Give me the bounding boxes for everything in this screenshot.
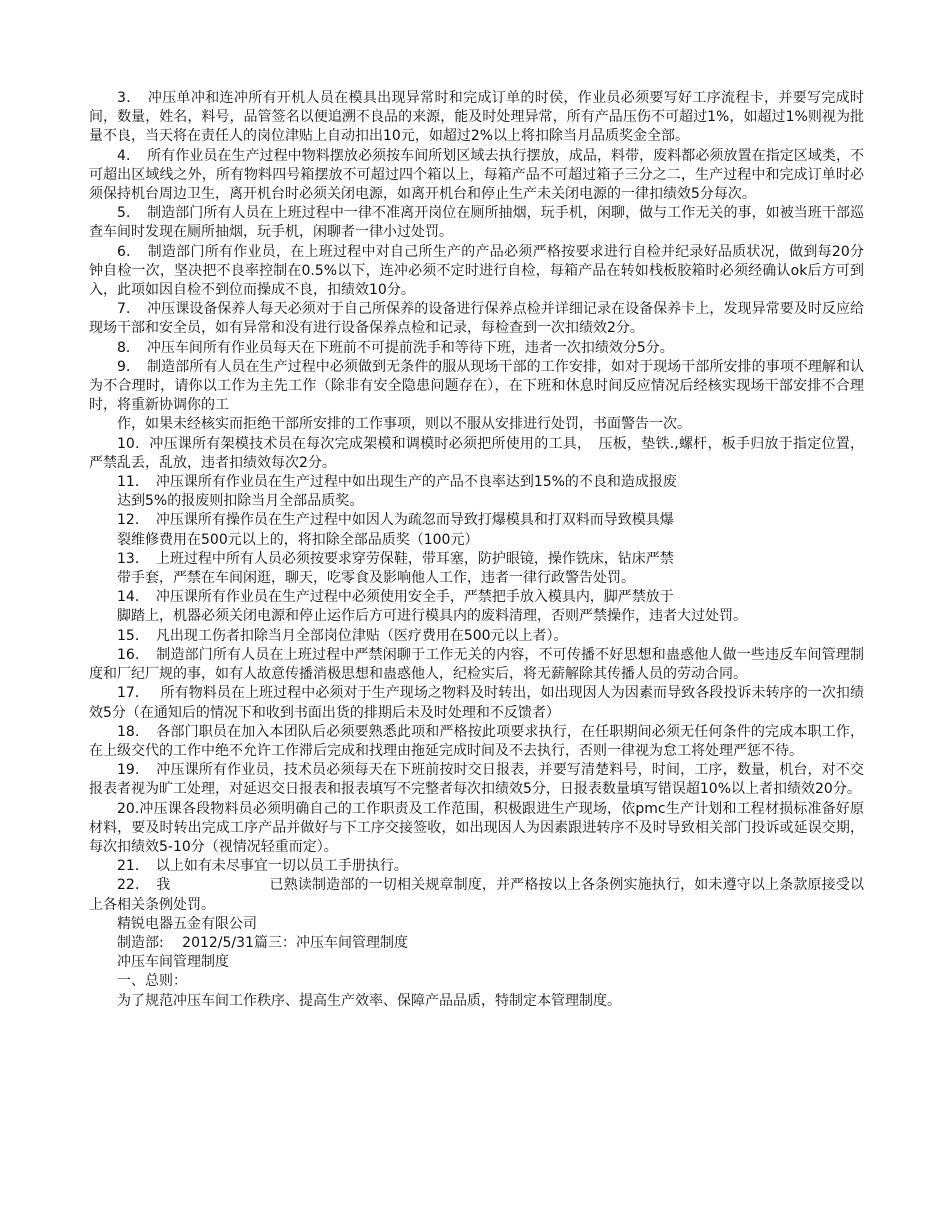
paragraph-p17: 17． 所有物料员在上班过程中必须对于生产现场之物料及时转出，如出现因人为因素而导致各段投诉未转序的一次扣绩效5分（在通知后的情况下和收到书面出货的排期后未及时处理和不反馈者） <box>89 685 864 721</box>
paragraph-p19: 19． 冲压课所有作业员，技术员必须每天在下班前按时交日报表，并要写清楚料号，时间，工序，数量，机台，对不交报表者视为旷工处理，对延迟交日报表和报表填写不完整者每次扣绩效5分，日报表数量填写错误超10%以上者扣绩效20分。 <box>89 762 864 798</box>
paragraph-p18: 18． 各部门职员在加入本团队后必须要熟悉此项和严格按此项要求执行，在任职期间必须无任何条件的完成本职工作，在上级交代的工作中绝不允许工作滞后完成和找理由拖延完成时间及不去执行，否则一律视为怠工将处理严惩不待。 <box>89 723 864 759</box>
paragraph-p14: 14． 冲压课所有作业员在生产过程中必须使用安全手，严禁把手放入模具内，脚严禁放于 <box>117 589 674 606</box>
paragraph-p5: 5． 制造部门所有人员在上班过程中一律不准离开岗位在厕所抽烟，玩手机，闲聊，做与工作无关的事，如被当班干部巡查车间时发现在厕所抽烟，玩手机，闲聊者一律小过处罚。 <box>89 205 864 241</box>
paragraph-p22: 22． 我 已熟读制造部的一切相关规章制度，并严格按以上各条例实施执行，如未遵守以上条款原接受以上各相关条例处罚。 <box>89 877 864 913</box>
paragraph-dept: 制造部: 2012/5/31篇三：冲压车间管理制度 <box>117 934 408 951</box>
paragraph-p9: 9． 制造部所有人员在生产过程中必须做到无条件的服从现场干部的工作安排，如对于现场干部所安排的事项不理解和认为不合理时，请你以工作为主先工作（除非有安全隐患问题存在），在下班和休息时间反应情况后经核实现场干部安排不合理时，将重新协调你的工 <box>89 358 864 414</box>
paragraph-p15: 15． 凡出现工伤者扣除当月全部岗位津贴（医疗费用在500元以上者）。 <box>117 627 568 644</box>
paragraph-p7: 7． 冲压课设备保养人每天必须对于自己所保养的设备进行保养点检并详细记录在设备保养卡上，发现异常要及时反应给现场干部和安全员，如有异常和没有进行设备保养点检和记录，每检查到一次扣绩效2分。 <box>89 301 864 337</box>
paragraph-p16: 16． 制造部门所有人员在上班过程中严禁闲聊于工作无关的内容，不可传播不好思想和蛊惑他人做一些违反车间管理制度和厂纪厂规的事，如有人故意传播消极思想和蛊惑他人，纪检实后，将无薪解除其传播人员的劳动合同。 <box>89 646 864 683</box>
paragraph-p14b: 脚踏上，机器必须关闭电源和停止运作后方可进行模具内的废料清理，否则严禁操作，违者大过处罚。 <box>117 608 747 625</box>
paragraph-p13b: 带手套，严禁在车间闲逛，聊天，吃零食及影响他人工作，违者一律行政警告处罚。 <box>117 570 635 587</box>
paragraph-sec1: 一、总则： <box>117 973 187 990</box>
paragraph-p4: 4． 所有作业员在生产过程中物料摆放必须按车间所划区域去执行摆放，成品，料带，废料都必须放置在指定区域类，不可超出区域线之外，所有物料四号箱摆放不可超过四个箱以上，每箱产品不可超过箱子三分之二，生产过程中和完成订单时必须保持机台周边卫生，离开机台时必须关闭电源，如离开机台和停止生产未关闭电源的一律扣绩效5分每次。 <box>89 147 864 203</box>
paragraph-p13: 13． 上班过程中所有人员必须按要求穿劳保鞋，带耳塞，防护眼镜，操作铣床，钻床严禁 <box>117 550 674 567</box>
document-page <box>89 89 864 1011</box>
paragraph-p20: 20.冲压课各段物料员必须明确自己的工作职责及工作范围，积极跟进生产现场，依pmc生产计划和工程材损标准备好原材料，要及时转出完成工序产品并做好与下工序交接签收，如出现因人为因素跟进转序不及时导致相关部门投诉或延误交期，每次扣绩效5-10分（视情况轻重而定）。 <box>89 800 864 855</box>
paragraph-p9b: 作，如果未经核实而拒绝干部所安排的工作事项，则以不服从安排进行处罚，书面警告一次。 <box>117 416 691 433</box>
paragraph-p12b: 裂维修费用在500元以上的，将扣除全部品质奖（100元） <box>117 531 479 548</box>
paragraph-p12: 12． 冲压课所有操作员在生产过程中如因人为疏忽而导致打爆模具和打双料而导致模具爆 <box>117 512 674 529</box>
paragraph-p10: 10．冲压课所有架模技术员在每次完成架模和调模时必须把所使用的工具， 压板，垫铁.,螺杆，板手归放于指定位置，严禁乱丢，乱放，违者扣绩效每次2分。 <box>89 435 864 471</box>
paragraph-company: 精锐电器五金有限公司 <box>117 915 257 932</box>
paragraph-p3: 3． 冲压单冲和连冲所有开机人员在模具出现异常时和完成订单的时侯，作业员必须要写好工序流程卡，并要写完成时间，数量，姓名，料号，品管签名以便追溯不良品的来源，能及时处理异常，所有产品压伤不可超过1%，如超过1%则视为批量不良，当天将在责任人的岗位津贴上自动扣出10元，如超过2%以上将扣除当月品质奖金全部。 <box>89 90 864 145</box>
paragraph-p8: 8． 冲压车间所有作业员每天在下班前不可提前洗手和等待下班，违者一次扣绩效分5分。 <box>117 339 674 356</box>
paragraph-p21: 21． 以上如有未尽事宜一切以员工手册执行。 <box>117 858 408 875</box>
paragraph-intro: 为了规范冲压车间工作秩序、提高生产效率、保障产品品质，特制定本管理制度。 <box>117 992 621 1009</box>
paragraph-p11: 11． 冲压课所有作业员在生产过程中如出现生产的产品不良率达到15%的不良和造成报废 <box>117 474 677 491</box>
paragraph-title2: 冲压车间管理制度 <box>117 954 229 971</box>
paragraph-p11b: 达到5%的报废则扣除当月全部品质奖。 <box>117 493 364 510</box>
paragraph-p6: 6． 制造部门所有作业员，在上班过程中对自己所生产的产品必须严格按要求进行自检并纪录好品质状况，做到每20分钟自检一次，坚决把不良率控制在0.5%以下，连冲必须不定时进行自检，每箱产品在转如栈板胶箱时必须经确认ok后方可到入，此项如因自检不到位而操成不良，扣绩效10分。 <box>89 243 864 299</box>
